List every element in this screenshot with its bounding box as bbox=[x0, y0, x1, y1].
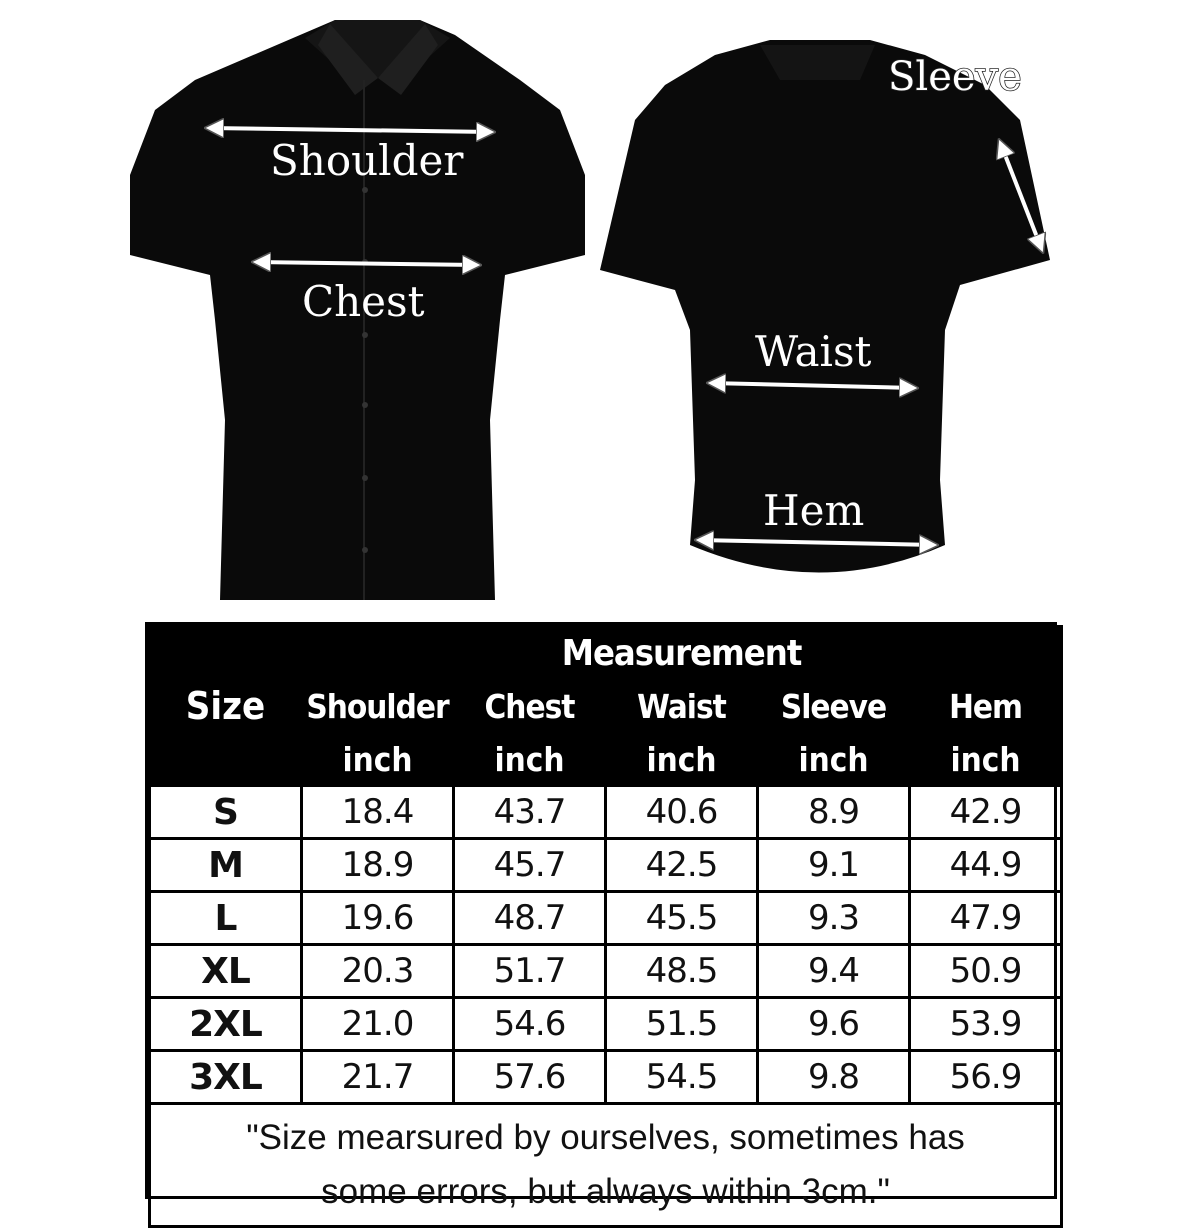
table-row bbox=[150, 1051, 1062, 1104]
waist-cell: 40.6 bbox=[606, 786, 758, 839]
shoulder-label: Shoulder bbox=[270, 136, 464, 185]
size-cell: 3XL bbox=[150, 1051, 302, 1104]
size-chart bbox=[145, 622, 1057, 1211]
sleeve-cell: 8.9 bbox=[758, 786, 910, 839]
size-header: Size bbox=[150, 627, 302, 786]
table-row bbox=[150, 786, 1062, 839]
sleeve-cell: 9.6 bbox=[758, 998, 910, 1051]
shirt-measurement-illustration bbox=[0, 0, 1200, 610]
size-table bbox=[148, 625, 1063, 1228]
table-row bbox=[150, 892, 1062, 945]
size-cell: S bbox=[150, 786, 302, 839]
waist-cell: 42.5 bbox=[606, 839, 758, 892]
column-header-shoulder: Shoulder bbox=[302, 680, 454, 733]
column-header-waist: Waist bbox=[606, 680, 758, 733]
chest-cell: 43.7 bbox=[454, 786, 606, 839]
chest-cell: 57.6 bbox=[454, 1051, 606, 1104]
column-header-sleeve: Sleeve bbox=[758, 680, 910, 733]
shoulder-cell: 21.7 bbox=[302, 1051, 454, 1104]
measurement-note bbox=[150, 1104, 1062, 1227]
shoulder-cell: 21.0 bbox=[302, 998, 454, 1051]
hem-cell: 44.9 bbox=[910, 839, 1062, 892]
size-cell: M bbox=[150, 839, 302, 892]
waist-cell: 45.5 bbox=[606, 892, 758, 945]
chest-cell: 45.7 bbox=[454, 839, 606, 892]
shoulder-cell: 19.6 bbox=[302, 892, 454, 945]
unit-sleeve: inch bbox=[758, 733, 910, 786]
unit-chest: inch bbox=[454, 733, 606, 786]
chest-cell: 54.6 bbox=[454, 998, 606, 1051]
waist-label: Waist bbox=[755, 327, 872, 376]
unit-waist: inch bbox=[606, 733, 758, 786]
waist-cell: 48.5 bbox=[606, 945, 758, 998]
sleeve-cell: 9.3 bbox=[758, 892, 910, 945]
sleeve-cell: 9.4 bbox=[758, 945, 910, 998]
size-cell: L bbox=[150, 892, 302, 945]
shoulder-cell: 20.3 bbox=[302, 945, 454, 998]
column-header-hem: Hem bbox=[910, 680, 1062, 733]
note-line-1: "Size mearsured by ourselves, sometimes has bbox=[246, 1118, 965, 1157]
measurement-header: Measurement bbox=[302, 627, 1062, 680]
chest-cell: 51.7 bbox=[454, 945, 606, 998]
hem-cell: 47.9 bbox=[910, 892, 1062, 945]
hem-label: Hem bbox=[763, 486, 865, 535]
unit-shoulder: inch bbox=[302, 733, 454, 786]
sleeve-label: Sleeve bbox=[888, 54, 1022, 100]
hem-cell: 56.9 bbox=[910, 1051, 1062, 1104]
hem-cell: 53.9 bbox=[910, 998, 1062, 1051]
note-line-2: some errors, but always within 3cm." bbox=[321, 1172, 890, 1211]
shoulder-cell: 18.4 bbox=[302, 786, 454, 839]
unit-hem: inch bbox=[910, 733, 1062, 786]
waist-cell: 54.5 bbox=[606, 1051, 758, 1104]
column-header-chest: Chest bbox=[454, 680, 606, 733]
table-row bbox=[150, 839, 1062, 892]
hem-cell: 50.9 bbox=[910, 945, 1062, 998]
sleeve-cell: 9.1 bbox=[758, 839, 910, 892]
waist-cell: 51.5 bbox=[606, 998, 758, 1051]
table-row bbox=[150, 998, 1062, 1051]
size-cell: 2XL bbox=[150, 998, 302, 1051]
shoulder-cell: 18.9 bbox=[302, 839, 454, 892]
chest-cell: 48.7 bbox=[454, 892, 606, 945]
chest-label: Chest bbox=[302, 277, 425, 326]
size-cell: XL bbox=[150, 945, 302, 998]
sleeve-cell: 9.8 bbox=[758, 1051, 910, 1104]
table-row bbox=[150, 945, 1062, 998]
hem-cell: 42.9 bbox=[910, 786, 1062, 839]
